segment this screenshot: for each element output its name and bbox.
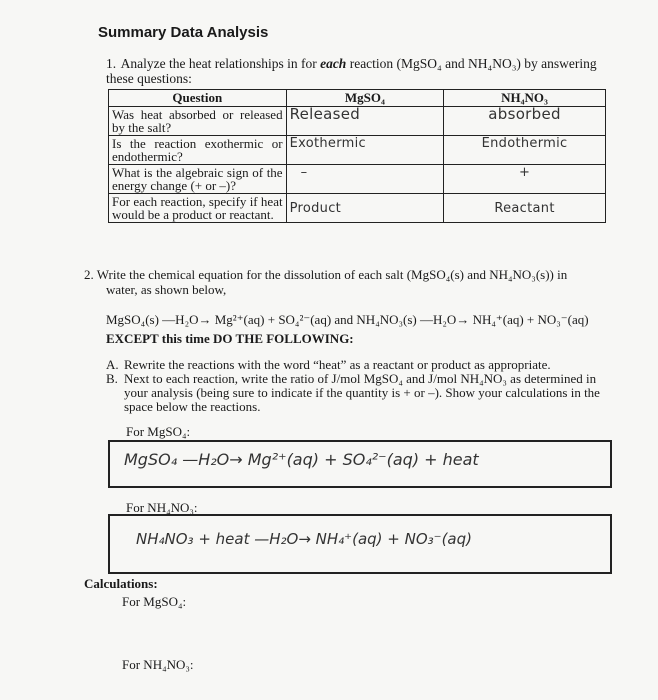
question-2-line1: Write the chemical equation for the dissolution of each salt (MgSO₄(s) and NH₄NO₃(s)) in — [96, 267, 568, 282]
page-title: Summary Data Analysis — [98, 24, 269, 41]
table-row — [109, 165, 606, 194]
answer-nh4no3: Reactant — [444, 194, 606, 223]
question-1-text-a: Analyze the heat relationships in for — [120, 56, 321, 71]
dissolution-equations: MgSO₄(s) —H₂O→ Mg²⁺(aq) + SO₄²⁻(aq) and NH₄NO₃(s) —H₂O→ NH₄⁺(aq) + NO₃⁻(aq) — [106, 312, 589, 327]
table-row — [109, 194, 606, 223]
table-row — [109, 107, 606, 136]
for-nh4no3-label: For NH₄NO₃: — [126, 500, 198, 515]
answer-nh4no3: absorbed — [444, 107, 606, 136]
row-question: For each reaction, specify if heat would be a product or reactant. — [109, 194, 287, 223]
question-2-number: 2. — [84, 267, 94, 282]
for-mgso4-label: For MgSO₄: — [126, 424, 191, 439]
answer-mgso4: Product — [286, 194, 444, 223]
calc-mgso4-label: For MgSO₄: — [122, 594, 187, 609]
answer-nh4no3: + — [444, 165, 606, 194]
row-question: Was heat absorbed or released by the salt? — [109, 107, 287, 136]
instructions-list — [106, 358, 616, 414]
question-1-text-b: reaction (MgSO₄ and NH₄NO₃) by answering these questions: — [106, 56, 597, 86]
question-2-line2: water, as shown below, — [106, 282, 227, 297]
instruction-a — [106, 358, 616, 372]
instruction-a-text: Rewrite the reactions with the word “heat” as a reactant or product as appropriate. — [124, 357, 551, 372]
mgso4-answer-box — [108, 440, 612, 488]
question-2 — [84, 267, 624, 297]
calculations-heading: Calculations: — [84, 576, 158, 591]
calc-nh4no3-label: For NH₄NO₃: — [122, 657, 194, 672]
instruction-b — [106, 372, 616, 414]
table-row — [109, 136, 606, 165]
question-1-each: each — [320, 56, 347, 71]
instruction-a-label: A. — [106, 357, 119, 372]
row-question: What is the algebraic sign of the energy change (+ or –)? — [109, 165, 287, 194]
question-1 — [106, 56, 626, 86]
table-header-row — [109, 90, 606, 107]
except-instruction: EXCEPT this time DO THE FOLLOWING: — [106, 331, 354, 346]
nh4no3-answer-box — [108, 514, 612, 574]
header-nh4no3: NH₄NO₃ — [444, 90, 606, 107]
header-question: Question — [109, 90, 287, 107]
header-mgso4: MgSO₄ — [286, 90, 444, 107]
nh4no3-handwritten-equation: NH₄NO₃ + heat —H₂O→ NH₄⁺(aq) + NO₃⁻(aq) — [136, 530, 472, 548]
question-1-number: 1. — [106, 56, 117, 71]
heat-analysis-table — [108, 89, 606, 223]
row-question: Is the reaction exothermic or endothermic? — [109, 136, 287, 165]
answer-mgso4: Released — [286, 107, 444, 136]
mgso4-handwritten-equation: MgSO₄ —H₂O→ Mg²⁺(aq) + SO₄²⁻(aq) + heat — [124, 450, 479, 469]
instruction-b-label: B. — [106, 371, 118, 386]
answer-mgso4: Exothermic — [286, 136, 444, 165]
instruction-b-text: Next to each reaction, write the ratio of J/mol MgSO₄ and J/mol NH₄NO₃ as determined in your analysis (being sure to indicate if the quantity is + or –). Show your calculations in the space below the reactions. — [124, 371, 600, 414]
answer-mgso4: – — [286, 165, 444, 194]
answer-nh4no3: Endothermic — [444, 136, 606, 165]
